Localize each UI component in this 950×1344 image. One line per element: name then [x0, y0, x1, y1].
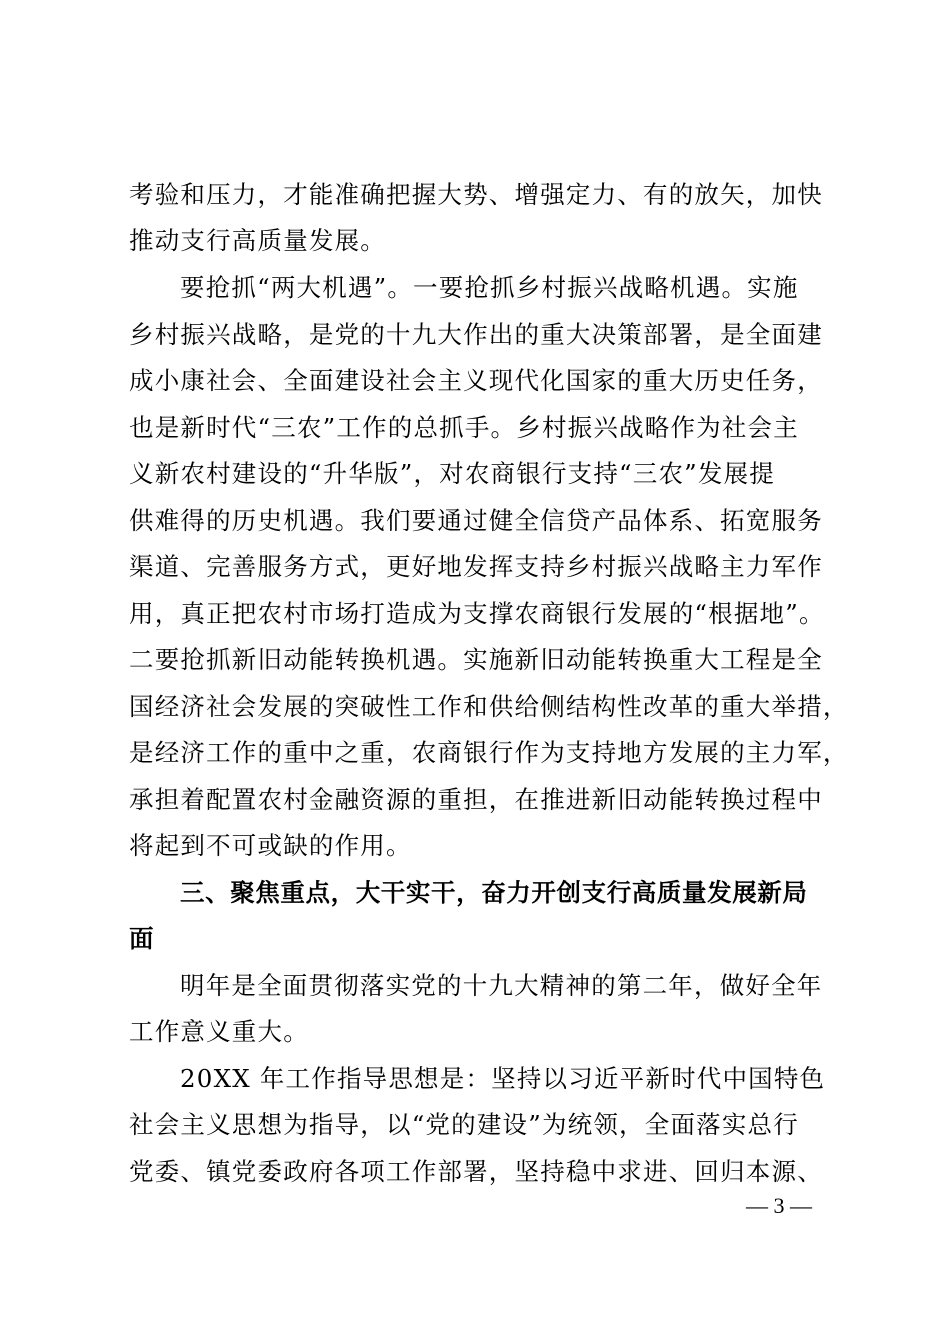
paragraph-line: 也是新时代“三农”工作的总抓手。乡村振兴战略作为社会主	[129, 413, 799, 442]
section-heading: 三、聚焦重点，大干实干，奋力开创支行高质量发展新局	[180, 878, 808, 907]
paragraph-line: 考验和压力，才能准确把握大势、增强定力、有的放矢，加快	[129, 180, 823, 209]
paragraph-line: 乡村振兴战略，是党的十九大作出的重大决策部署，是全面建	[129, 320, 823, 349]
paragraph-line: 推动支行高质量发展。	[129, 226, 386, 255]
paragraph-line: 工作意义重大。	[129, 1017, 309, 1046]
paragraph-line: 用，真正把农村市场打造成为支撑农商银行发展的“根据地”。	[129, 599, 825, 628]
paragraph-line: 20XX 年工作指导思想是：坚持以习近平新时代中国特色	[180, 1064, 826, 1093]
paragraph-line: 成小康社会、全面建设社会主义现代化国家的重大历史任务，	[129, 366, 823, 395]
paragraph-line: 渠道、完善服务方式，更好地发挥支持乡村振兴战略主力军作	[129, 552, 823, 581]
paragraph-line: 义新农村建设的“升华版”，对农商银行支持“三农”发展提	[129, 459, 775, 488]
paragraph-line: 供难得的历史机遇。我们要通过健全信贷产品体系、拓宽服务	[129, 506, 823, 535]
paragraph-line: 承担着配置农村金融资源的重担，在推进新旧动能转换过程中	[129, 785, 823, 814]
paragraph-line: 将起到不可或缺的作用。	[129, 831, 412, 860]
paragraph-line: 明年是全面贯彻落实党的十九大精神的第二年，做好全年	[180, 971, 823, 1000]
paragraph-line: 国经济社会发展的突破性工作和供给侧结构性改革的重大举措，	[129, 692, 849, 721]
paragraph-line: 党委、镇党委政府各项工作部署，坚持稳中求进、回归本源、	[129, 1157, 823, 1186]
paragraph-line: 二要抢抓新旧动能转换机遇。实施新旧动能转换重大工程是全	[129, 645, 823, 674]
page-number: — 3 —	[746, 1193, 812, 1218]
paragraph-line: 是经济工作的重中之重，农商银行作为支持地方发展的主力军，	[129, 738, 849, 767]
section-heading: 面	[129, 924, 155, 953]
paragraph-line: 社会主义思想为指导，以“党的建设”为统领，全面落实总行	[129, 1110, 799, 1139]
paragraph-line: 要抢抓“两大机遇”。一要抢抓乡村振兴战略机遇。实施	[180, 273, 799, 302]
